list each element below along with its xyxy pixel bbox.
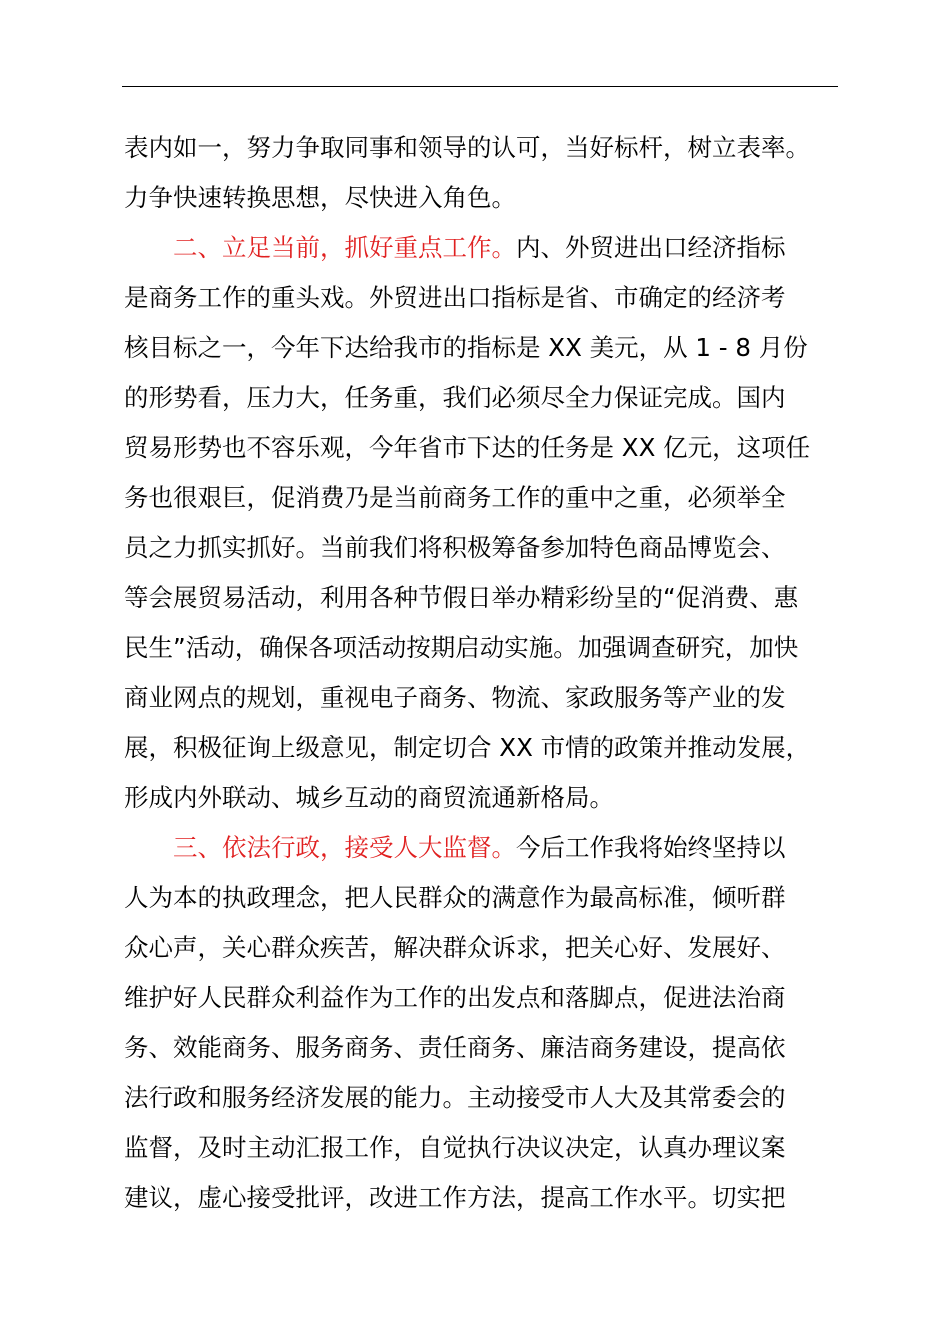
- text-line: [124, 778, 844, 818]
- line-text: 的形势看，压力大，任务重，我们必须尽全力保证完成。国内: [124, 383, 786, 412]
- line-text: 务、效能商务、服务商务、责任商务、廉洁商务建设，提高依: [124, 1033, 786, 1062]
- section-heading: 二、立足当前，抓好重点工作。: [173, 233, 516, 262]
- section-heading: 三、依法行政，接受人大监督。: [173, 833, 516, 862]
- line-text: 内、外贸进出口经济指标: [516, 233, 786, 262]
- text-line: [124, 278, 844, 318]
- header-rule: [122, 86, 838, 87]
- paragraph-indent: [124, 233, 173, 262]
- line-text: 力争快速转换思想，尽快进入角色。: [124, 183, 516, 212]
- text-line: [124, 578, 844, 618]
- text-line: [124, 428, 844, 468]
- line-text: 维护好人民群众利益作为工作的出发点和落脚点，促进法治商: [124, 983, 786, 1012]
- text-line: [124, 528, 844, 568]
- text-line: [124, 1178, 844, 1218]
- line-text: 务也很艰巨，促消费乃是当前商务工作的重中之重，必须举全: [124, 483, 786, 512]
- line-text: 形成内外联动、城乡互动的商贸流通新格局。: [124, 783, 614, 812]
- line-text: 众心声，关心群众疾苦，解决群众诉求，把关心好、发展好、: [124, 933, 786, 962]
- text-line: [124, 378, 844, 418]
- text-line: [124, 128, 844, 168]
- line-text: 展，积极征询上级意见，制定切合 XX 市情的政策并推动发展，: [124, 733, 811, 762]
- line-text: 商业网点的规划，重视电子商务、物流、家政服务等产业的发: [124, 683, 786, 712]
- text-line: [124, 678, 844, 718]
- text-line: [124, 728, 844, 768]
- section-heading-line: [124, 828, 844, 868]
- line-text: 是商务工作的重头戏。外贸进出口指标是省、市确定的经济考: [124, 283, 786, 312]
- text-line: [124, 328, 844, 368]
- text-line: [124, 1078, 844, 1118]
- text-line: [124, 928, 844, 968]
- line-text: 监督，及时主动汇报工作，自觉执行决议决定，认真办理议案: [124, 1133, 786, 1162]
- text-line: [124, 178, 844, 218]
- line-text: 表内如一，努力争取同事和领导的认可，当好标杆，树立表率。: [124, 133, 810, 162]
- line-text: 人为本的执政理念，把人民群众的满意作为最高标准，倾听群: [124, 883, 786, 912]
- paragraph-indent: [124, 833, 173, 862]
- line-text: 核目标之一，今年下达给我市的指标是 XX 美元，从 1 - 8 月份: [124, 333, 808, 362]
- line-text: 民生”活动，确保各项活动按期启动实施。加强调查研究，加快: [124, 633, 799, 662]
- text-line: [124, 1028, 844, 1068]
- text-line: [124, 978, 844, 1018]
- section-heading-line: [124, 228, 844, 268]
- line-text: 法行政和服务经济发展的能力。主动接受市人大及其常委会的: [124, 1083, 786, 1112]
- text-line: [124, 628, 844, 668]
- line-text: 建议，虚心接受批评，改进工作方法，提高工作水平。切实把: [124, 1183, 786, 1212]
- line-text: 等会展贸易活动，利用各种节假日举办精彩纷呈的“促消费、惠: [124, 583, 799, 612]
- text-line: [124, 478, 844, 518]
- text-line: [124, 878, 844, 918]
- text-line: [124, 1128, 844, 1168]
- line-text: 贸易形势也不容乐观，今年省市下达的任务是 XX 亿元，这项任: [124, 433, 811, 462]
- line-text: 今后工作我将始终坚持以: [516, 833, 786, 862]
- line-text: 员之力抓实抓好。当前我们将积极筹备参加特色商品博览会、: [124, 533, 786, 562]
